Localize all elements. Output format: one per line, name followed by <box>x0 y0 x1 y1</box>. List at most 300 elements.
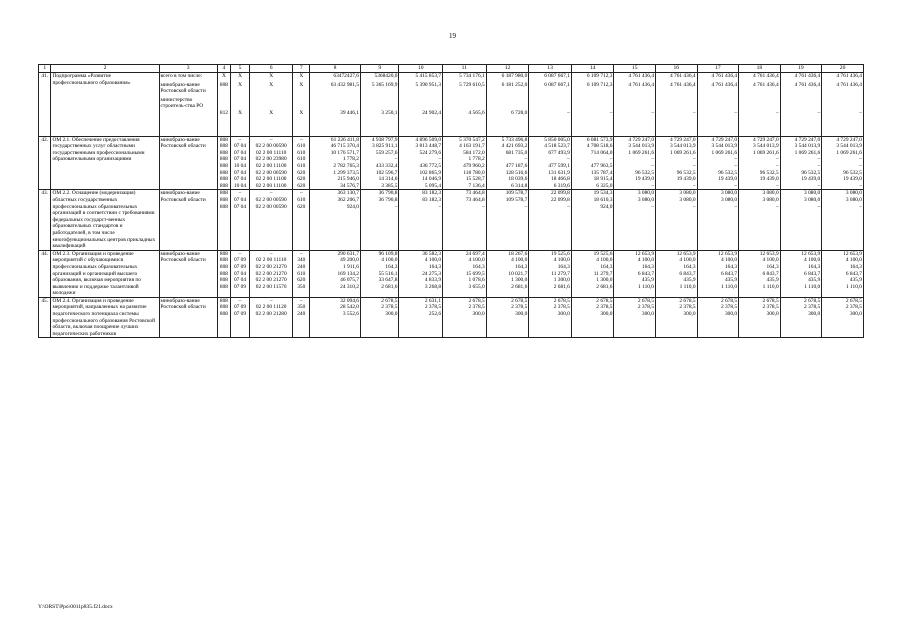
value-cell-col-5 <box>231 190 250 250</box>
value-cell-col-19 <box>780 73 822 137</box>
value-cell-col-12 <box>486 136 529 190</box>
cell-value: 73 464,8 <box>465 196 485 203</box>
cell-value: 610 <box>297 162 306 169</box>
cell-value: 300,0 <box>724 311 738 318</box>
cell-value: 33 647,8 <box>378 277 398 284</box>
cell-value: 6 087 667,1 <box>544 81 570 88</box>
value-cell-col-17 <box>697 190 739 250</box>
cell-value: 4 761 436,4 <box>753 81 779 88</box>
column-number-5: 5 <box>231 65 250 73</box>
cell-value: – <box>238 136 242 143</box>
cell-value: 300,0 <box>683 311 696 318</box>
column-number-10: 10 <box>399 65 443 73</box>
value-cell-col-7 <box>293 136 310 190</box>
cell-value: 19 439,0 <box>759 176 779 183</box>
value-cell-col-10 <box>399 297 443 338</box>
cell-value: – <box>859 162 862 169</box>
cell-value: 164,3 <box>557 263 570 270</box>
executor-cell <box>159 73 217 137</box>
column-number-8: 8 <box>310 65 361 73</box>
cell-value: 808 <box>219 277 228 284</box>
cell-value: 610 <box>297 196 306 203</box>
value-cell-col-7 <box>293 190 310 250</box>
page-number: 19 <box>449 32 456 40</box>
cell-value: 4 729 247,0 <box>628 136 655 143</box>
cell-value: 07 09 <box>233 263 247 270</box>
cell-value: 96 532,5 <box>759 169 779 176</box>
cell-value: 36 582,3 <box>422 250 442 257</box>
value-cell-col-10 <box>399 136 443 190</box>
cell-value: 10 04 <box>233 162 247 169</box>
cell-value: 435,9 <box>849 277 862 284</box>
cell-value: 808 <box>219 250 228 257</box>
cell-value: 681 735,0 <box>505 149 528 156</box>
value-cell-col-5 <box>231 136 250 190</box>
executor-name: всего в том числе: <box>160 73 203 79</box>
cell-value: 4 938 797,9 <box>371 136 398 143</box>
cell-value: 2 378,5 <box>511 304 528 311</box>
cell-value: – <box>775 203 779 210</box>
cell-value: 524 279,6 <box>419 149 442 156</box>
value-cell-col-11 <box>443 190 487 250</box>
cell-value: – <box>817 162 821 169</box>
value-cell-col-10 <box>399 73 443 137</box>
cell-value: 3 544 013,9 <box>794 143 821 150</box>
cell-value: 808 <box>219 182 228 189</box>
cell-value: 340 <box>297 257 306 264</box>
cell-value: 812 <box>219 109 228 116</box>
cell-value: 4 708 518,6 <box>586 143 613 150</box>
cell-value: 215 946,0 <box>337 176 359 183</box>
cell-value: 1 300,0 <box>511 277 528 284</box>
cell-value: 924,0 <box>600 203 613 210</box>
cell-value: – <box>775 156 779 163</box>
cell-value: 07 04 <box>233 203 247 210</box>
cell-value: – <box>269 297 273 304</box>
cell-value: 7 136,4 <box>468 182 485 189</box>
cell-value: 02 2 00 11100 <box>255 176 287 183</box>
cell-value: 436 772,5 <box>419 162 442 169</box>
cell-value: 2 678,5 <box>762 297 779 304</box>
executor-cell <box>159 297 217 338</box>
cell-value: 18 267,6 <box>508 250 528 257</box>
cell-value: 300,0 <box>766 311 779 318</box>
cell-value: – <box>651 203 655 210</box>
cell-value: 5 734 176,1 <box>459 73 485 79</box>
value-cell-col-15 <box>614 73 656 137</box>
cell-value: – <box>269 190 273 197</box>
cell-value: 3 544 013,9 <box>753 143 779 150</box>
value-cell-col-4 <box>217 136 231 190</box>
value-cell-col-9 <box>361 250 399 297</box>
value-cell-col-18 <box>739 190 781 250</box>
cell-value: 5368420,0 <box>374 73 398 79</box>
cell-value: 3 250,1 <box>381 109 398 116</box>
cell-value: X <box>238 73 242 79</box>
cell-value: – <box>692 203 696 210</box>
cell-value: 4 100,0 <box>804 257 821 264</box>
value-cell-col-20 <box>822 73 864 137</box>
cell-value: 1 110,0 <box>638 283 655 290</box>
table-row <box>39 136 864 190</box>
cell-value: 4 729 247,0 <box>753 136 779 143</box>
cell-value: 22 099,8 <box>551 190 570 197</box>
cell-value: 300,0 <box>557 311 570 318</box>
cell-value: – <box>438 203 442 210</box>
cell-value: 07 04 <box>233 143 247 150</box>
cell-value: 131 631,9 <box>548 169 570 176</box>
cell-value: – <box>567 203 570 210</box>
cell-value: 19 439,0 <box>718 176 738 183</box>
cell-value: 96 532,5 <box>801 169 821 176</box>
cell-value: 477 599,1 <box>548 162 570 169</box>
cell-value: 808 <box>219 169 228 176</box>
cell-value: 3 080,0 <box>845 190 862 197</box>
cell-value: 18 915,4 <box>593 176 613 183</box>
cell-value: – <box>394 203 398 210</box>
cell-value: 07 04 <box>233 176 247 183</box>
cell-value: X <box>299 73 304 79</box>
value-cell-col-16 <box>656 136 698 190</box>
cell-value: 808 <box>219 143 228 150</box>
cell-value: 4 100,0 <box>424 257 442 264</box>
value-cell-col-14 <box>571 73 614 137</box>
cell-value: 2 378,5 <box>637 304 655 311</box>
cell-value: 362 206,7 <box>337 196 359 203</box>
cell-value: 164,3 <box>724 263 738 270</box>
cell-value: X <box>221 73 226 79</box>
value-cell-col-9 <box>361 190 399 250</box>
cell-value: 3 544 013,9 <box>711 143 738 150</box>
cell-value: 83 182,3 <box>422 190 442 197</box>
cell-value: 435,9 <box>641 277 655 284</box>
cell-value: 2 378,5 <box>553 304 570 311</box>
cell-value: 96 532,5 <box>843 169 862 176</box>
value-cell-col-11 <box>443 73 487 137</box>
cell-value: 11 279,7 <box>551 270 570 277</box>
cell-value: 63472427,6 <box>333 73 359 79</box>
cell-value: 02 2 00 11110 <box>255 149 287 156</box>
cell-value: 2 678,5 <box>804 297 821 304</box>
cell-value: 2 782 765,3 <box>333 162 359 169</box>
cell-value: 07 04 <box>233 196 247 203</box>
column-number-7: 7 <box>293 65 310 73</box>
cell-value: 164,3 <box>849 263 862 270</box>
value-cell-col-8 <box>310 73 361 137</box>
cell-value: 102 596,7 <box>375 169 398 176</box>
cell-value: 02 2 00 21270 <box>255 263 287 270</box>
value-cell-col-7 <box>293 250 310 297</box>
executor-name: минобразо-вание Ростовской области <box>160 136 206 150</box>
cell-value: – <box>775 162 779 169</box>
value-cell-col-9 <box>361 73 399 137</box>
cell-value: 5 850 005,0 <box>544 136 570 143</box>
cell-value: 3 544 013,9 <box>669 143 696 150</box>
column-number-16: 16 <box>656 65 698 73</box>
value-cell-col-14 <box>571 297 614 338</box>
value-cell-col-10 <box>399 190 443 250</box>
cell-value: 2 678,5 <box>511 297 528 304</box>
program-name: Подпрограмма «Развитие профессионального образования» <box>51 73 159 137</box>
cell-value: 620 <box>297 169 306 176</box>
cell-value: 6 843,7 <box>845 270 862 277</box>
cell-value: 164,3 <box>385 263 398 270</box>
cell-value: – <box>567 109 570 116</box>
cell-value: 3 080,0 <box>679 196 696 203</box>
value-cell-col-20 <box>822 297 864 338</box>
cell-value: 73 464,8 <box>465 190 485 197</box>
table-row <box>39 73 864 137</box>
cell-value: 1 299 373,5 <box>333 169 359 176</box>
cell-value: 4 100,0 <box>679 257 696 264</box>
cell-value: 39 446,1 <box>340 109 359 116</box>
executor-name: минобразо-вание Ростовской области <box>160 81 206 95</box>
cell-value: 02 2 00 00590 <box>255 203 287 210</box>
value-cell-col-18 <box>739 136 781 190</box>
cell-value: 5 415 853,7 <box>415 73 442 79</box>
cell-value: 6 081 573,9 <box>586 136 613 143</box>
value-cell-col-16 <box>656 73 698 137</box>
column-number-15: 15 <box>614 65 656 73</box>
cell-value: 55 516,1 <box>378 270 398 277</box>
cell-value: 2 378,5 <box>845 304 862 311</box>
cell-value: 46 715 370,4 <box>330 143 359 150</box>
cell-value: 6 325,0 <box>596 182 613 189</box>
column-number-9: 9 <box>361 65 399 73</box>
cell-value: 4 761 436,4 <box>794 81 821 88</box>
value-cell-col-13 <box>529 297 572 338</box>
cell-value: 4 729 247,0 <box>711 136 738 143</box>
cell-value: 3 813 448,7 <box>415 143 442 150</box>
cell-value: 6 109 712,3 <box>586 73 613 79</box>
column-number-3: 3 <box>159 65 217 73</box>
value-cell-col-18 <box>739 250 781 297</box>
cell-value: – <box>817 203 821 210</box>
cell-value: 15 528,7 <box>465 176 485 183</box>
cell-value: 169 134,2 <box>337 270 359 277</box>
cell-value: 96 532,5 <box>635 169 655 176</box>
cell-value: 479 960,2 <box>463 162 485 169</box>
cell-value: 620 <box>297 277 306 284</box>
cell-value: 2 378,5 <box>596 304 613 311</box>
cell-value: 2 681,6 <box>381 283 398 290</box>
cell-value: 3 080,0 <box>637 196 655 203</box>
cell-value: X <box>299 109 304 116</box>
cell-value: 610 <box>297 270 306 277</box>
cell-value: 2 678,5 <box>468 297 485 304</box>
value-cell-col-4 <box>217 297 231 338</box>
cell-value: 5 733 496,8 <box>501 136 528 143</box>
column-number-13: 13 <box>529 65 572 73</box>
cell-value: 4 100,0 <box>596 257 613 264</box>
value-cell-col-16 <box>656 250 698 297</box>
value-cell-col-19 <box>780 190 822 250</box>
cell-value: 10 04 <box>233 182 247 189</box>
value-cell-col-4 <box>217 190 231 250</box>
cell-value: – <box>734 203 738 210</box>
cell-value: 02 2 00 11120 <box>255 304 287 311</box>
cell-value: – <box>238 250 242 257</box>
value-cell-col-8 <box>310 190 361 250</box>
cell-value: X <box>238 109 242 116</box>
cell-value: 19 525,6 <box>551 250 570 257</box>
value-cell-col-19 <box>780 297 822 338</box>
value-cell-col-9 <box>361 136 399 190</box>
cell-value: 02 2 00 21280 <box>255 311 287 318</box>
cell-value: – <box>817 182 821 189</box>
cell-value: 4 729 247,0 <box>794 136 821 143</box>
value-cell-col-18 <box>739 297 781 338</box>
file-path-footer: Y:\ORST\Ppo\0011p835.f21.docx <box>38 604 113 610</box>
cell-value: 6 319,6 <box>553 182 570 189</box>
cell-value: 96 532,5 <box>676 169 696 176</box>
cell-value: 4 896 509,0 <box>415 136 442 143</box>
cell-value: 5 365 169,9 <box>371 81 398 88</box>
cell-value: 2 678,5 <box>679 297 696 304</box>
cell-value: 135 787,4 <box>590 169 613 176</box>
cell-value: 164,3 <box>766 263 779 270</box>
cell-value: 49 200,0 <box>340 257 359 264</box>
cell-value: 4 100,0 <box>762 257 779 264</box>
cell-value: 1 911,6 <box>343 263 359 270</box>
cell-value: 3 544 013,9 <box>836 143 862 150</box>
cell-value: – <box>567 156 570 163</box>
cell-value: 2 378,5 <box>468 304 485 311</box>
cell-value: 24 902,4 <box>422 109 442 116</box>
cell-value: 109 578,7 <box>505 196 528 203</box>
cell-value: 3 080,0 <box>637 190 655 197</box>
cell-value: 1 069 261,6 <box>669 149 696 156</box>
cell-value: 18 610,3 <box>593 196 613 203</box>
cell-value: X <box>269 81 274 88</box>
cell-value: 164,3 <box>641 263 655 270</box>
value-cell-col-7 <box>293 297 310 338</box>
cell-value: 584 172,0 <box>463 149 485 156</box>
cell-value: – <box>238 190 242 197</box>
cell-value: 83 182,3 <box>422 196 442 203</box>
cell-value: – <box>734 162 738 169</box>
cell-value: 4 761 436,4 <box>711 81 738 88</box>
cell-value: 07 04 <box>233 169 247 176</box>
program-name: ОМ 2.4. Организация и проведение мероприятий, направленных на развитие педагогического потенциала системы профессионального образования Ростовской области, включая поощрение лучших педагогических работников <box>51 297 159 338</box>
cell-value: 808 <box>219 81 228 88</box>
cell-value: – <box>394 156 398 163</box>
cell-value: 15 699,5 <box>465 270 485 277</box>
cell-value: 4 729 247,0 <box>669 136 696 143</box>
value-cell-col-6 <box>249 73 293 137</box>
cell-value: – <box>859 203 862 210</box>
cell-value: 1 069 261,6 <box>711 149 738 156</box>
cell-value: 4 565,6 <box>468 109 485 116</box>
cell-value: 4 761 436,4 <box>753 73 779 79</box>
program-name: ОМ 2.3. Организация и проведение мероприятий с обучающимися профессиональных образовательных организаций и организаций высшего образования, включая мероприятия по выявлению и поддержке талантливой молодежи <box>51 250 159 297</box>
value-cell-col-4 <box>217 250 231 297</box>
column-number-18: 18 <box>739 65 781 73</box>
value-cell-col-12 <box>486 73 529 137</box>
cell-value: 808 <box>219 283 228 290</box>
program-name: ОМ 2.2. Оснащение (модернизация) областных государственных профессиональных образовательных организаций в соответствии с требованиями федеральных государст-венных образовательных стандартов и работодателей, в том числе многофункциональных центров прикладных квалификаций <box>51 190 159 250</box>
value-cell-col-11 <box>443 136 487 190</box>
cell-value: 620 <box>297 176 306 183</box>
cell-value: 3 552,6 <box>342 311 359 318</box>
value-cell-col-11 <box>443 297 487 338</box>
value-cell-col-17 <box>697 136 739 190</box>
value-cell-col-12 <box>486 190 529 250</box>
cell-value: 1 110,0 <box>804 283 821 290</box>
cell-value: 6 187 980,0 <box>501 73 528 79</box>
cell-value: – <box>524 203 528 210</box>
value-cell-col-16 <box>656 190 698 250</box>
cell-value: 5 095,4 <box>424 182 442 189</box>
value-cell-col-15 <box>614 136 656 190</box>
cell-value: X <box>238 81 242 88</box>
value-cell-col-15 <box>614 190 656 250</box>
cell-value: – <box>651 162 655 169</box>
value-cell-col-15 <box>614 297 656 338</box>
cell-value: – <box>269 250 273 257</box>
cell-value: 808 <box>219 263 228 270</box>
cell-value: 4 761 436,4 <box>711 73 738 79</box>
cell-value: 4 163 191,7 <box>459 143 485 150</box>
cell-value: 300,0 <box>849 311 862 318</box>
cell-value: 07 04 <box>233 149 247 156</box>
cell-value: 1 069 261,6 <box>753 149 779 156</box>
cell-value: – <box>692 109 696 116</box>
cell-value: 240 <box>297 263 306 270</box>
cell-value: – <box>859 156 862 163</box>
cell-value: 2 678,5 <box>720 297 738 304</box>
cell-value: – <box>734 182 738 189</box>
cell-value: – <box>692 162 696 169</box>
cell-value: 07 04 <box>233 270 247 277</box>
cell-value: 02 2 00 00590 <box>255 169 287 176</box>
cell-value: – <box>524 156 528 163</box>
cell-value: 19 525,6 <box>593 250 613 257</box>
value-cell-col-5 <box>231 73 250 137</box>
cell-value: – <box>238 297 242 304</box>
column-number-row <box>39 65 864 73</box>
cell-value: – <box>481 203 485 210</box>
cell-value: 4 761 436,4 <box>628 81 655 88</box>
column-number-12: 12 <box>486 65 529 73</box>
cell-value: 3 080,0 <box>720 196 738 203</box>
cell-value: 164,3 <box>428 263 442 270</box>
cell-value: 164,3 <box>600 263 613 270</box>
value-cell-col-15 <box>614 250 656 297</box>
cell-value: 34 576,7 <box>340 182 359 189</box>
cell-value: 610 <box>297 143 306 150</box>
value-cell-col-6 <box>249 250 293 297</box>
cell-value: 435,9 <box>724 277 738 284</box>
cell-value: 3 080,0 <box>804 190 821 197</box>
cell-value: 109 578,7 <box>505 190 528 197</box>
cell-value: 12 653,9 <box>676 250 696 257</box>
cell-value: 3 080,0 <box>679 190 696 197</box>
program-name: ОМ 2.1. Обеспечение предоставления государственных услуг областными государственными профессиональными образовательными организациями <box>51 136 159 190</box>
cell-value: 350 <box>297 304 306 311</box>
row-number: 44. <box>39 250 51 297</box>
cell-value: 2 378,5 <box>720 304 738 311</box>
cell-value: 24 697,4 <box>465 250 485 257</box>
value-cell-col-14 <box>571 250 614 297</box>
cell-value: 808 <box>219 162 228 169</box>
cell-value: 19 439,0 <box>801 176 821 183</box>
cell-value: 6 109 712,3 <box>586 81 613 88</box>
cell-value: 435,9 <box>808 277 821 284</box>
cell-value: 808 <box>219 149 228 156</box>
value-cell-col-16 <box>656 297 698 338</box>
value-cell-col-13 <box>529 73 572 137</box>
